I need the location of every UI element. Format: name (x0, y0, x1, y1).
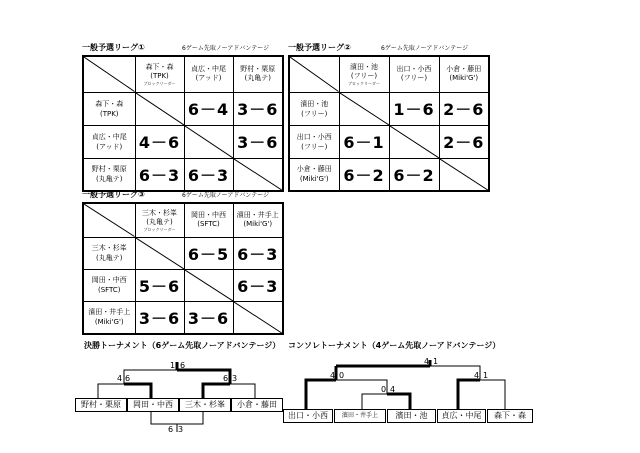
score-cell: 2－6 (439, 125, 489, 158)
consolation-right-score-b: 1 (483, 371, 489, 380)
score-cell: 6－3 (233, 269, 283, 301)
score-cell: 3－6 (233, 125, 283, 158)
final-player-box: 三木・杉峯 (179, 398, 231, 412)
col-header: 森下・森 (TPK) ブロックリーダー (135, 56, 184, 92)
score-cell: 3－6 (135, 301, 184, 334)
final-right-score-b: 3 (232, 374, 238, 383)
league-1-title: 一般予選リーグ① (82, 43, 145, 52)
score-cell: 3－6 (184, 301, 233, 334)
final-player-box: 小倉・藤田 (231, 398, 283, 412)
consolation-mid-score-b: 4 (390, 385, 396, 394)
row-header: 貞広・中尾 (アッド) (83, 125, 135, 158)
final-top-score-a: 1 (170, 361, 176, 370)
consolation-player-box: 森下・森 (487, 409, 533, 423)
final-left-score-b: 6 (125, 374, 131, 383)
row-header: 三木・杉峯 (丸亀テ) (83, 237, 135, 269)
league-1-rule: 6ゲーム先取ノーアドバンテージ (182, 45, 270, 52)
row-header: 濱田・池 (フリー) (289, 92, 339, 125)
score-cell: 4－6 (135, 125, 184, 158)
score-cell: 3－6 (233, 92, 283, 125)
consolation-top-score-a: 4 (424, 357, 430, 366)
row-header: 岡田・中西 (SFTC) (83, 269, 135, 301)
consolation-left-score-b: 0 (339, 371, 345, 380)
consolation-player-box: 濱田・井手上 (334, 409, 386, 423)
score-cell: 6－5 (184, 237, 233, 269)
league-3-rule: 6ゲーム先取ノーアドバンテージ (182, 192, 270, 199)
final-top-score-b: 6 (180, 361, 186, 370)
col-header: 野村・栗原 (丸亀テ) (233, 56, 283, 92)
col-header: 三木・杉峯 (丸亀テ) ブロックリーダー (135, 203, 184, 237)
consolation-left-score-a: 4 (330, 371, 336, 380)
col-header: 出口・小西 (フリー) (389, 56, 439, 92)
score-cell: 1－6 (389, 92, 439, 125)
final-player-box: 岡田・中西 (127, 398, 179, 412)
score-cell: 6－2 (339, 158, 389, 191)
row-header: 野村・栗原 (丸亀テ) (83, 158, 135, 191)
col-header: 貞広・中尾 (アッド) (184, 56, 233, 92)
consolation-top-score-b: 1 (433, 357, 439, 366)
final-right-score-a: 6 (223, 374, 229, 383)
row-header: 濱田・井手上 (Miki'G') (83, 301, 135, 334)
final-bottom-score-b: 3 (178, 425, 184, 434)
final-bottom-score-a: 6 (168, 425, 174, 434)
consolation-right-score-a: 4 (474, 371, 480, 380)
row-header: 出口・小西 (フリー) (289, 125, 339, 158)
score-cell: 6－3 (233, 237, 283, 269)
score-cell: 6－1 (339, 125, 389, 158)
final-tournament-title: 決勝トーナメント（6ゲーム先取ノーアドバンテージ） (84, 341, 281, 350)
col-header: 濱田・池 (フリー) ブロックリーダー (339, 56, 389, 92)
score-cell: 5－6 (135, 269, 184, 301)
final-player-box: 野村・栗原 (75, 398, 127, 412)
col-header: 小倉・藤田 (Miki'G') (439, 56, 489, 92)
final-left-score-a: 4 (117, 374, 123, 383)
col-header: 濱田・井手上 (Miki'G') (233, 203, 283, 237)
score-cell: 6－2 (389, 158, 439, 191)
score-cell: 6－3 (135, 158, 184, 191)
score-cell: 2－6 (439, 92, 489, 125)
score-cell: 6－3 (184, 158, 233, 191)
league-2-rule: 6ゲーム先取ノーアドバンテージ (381, 45, 469, 52)
consolation-player-box: 濱田・池 (387, 409, 436, 423)
league-2-title: 一般予選リーグ② (288, 43, 351, 52)
row-header: 小倉・藤田 (Miki'G') (289, 158, 339, 191)
col-header: 岡田・中西 (SFTC) (184, 203, 233, 237)
consolation-tournament-title: コンソレトーナメント（4ゲーム先取ノーアドバンテージ） (288, 341, 501, 350)
league-3-title: 一般予選リーグ③ (82, 190, 145, 199)
score-cell: 6－4 (184, 92, 233, 125)
consolation-player-box: 貞広・中尾 (437, 409, 486, 423)
consolation-mid-score-a: 0 (381, 385, 387, 394)
row-header: 森下・森 (TPK) (83, 92, 135, 125)
consolation-player-box: 出口・小西 (283, 409, 333, 423)
